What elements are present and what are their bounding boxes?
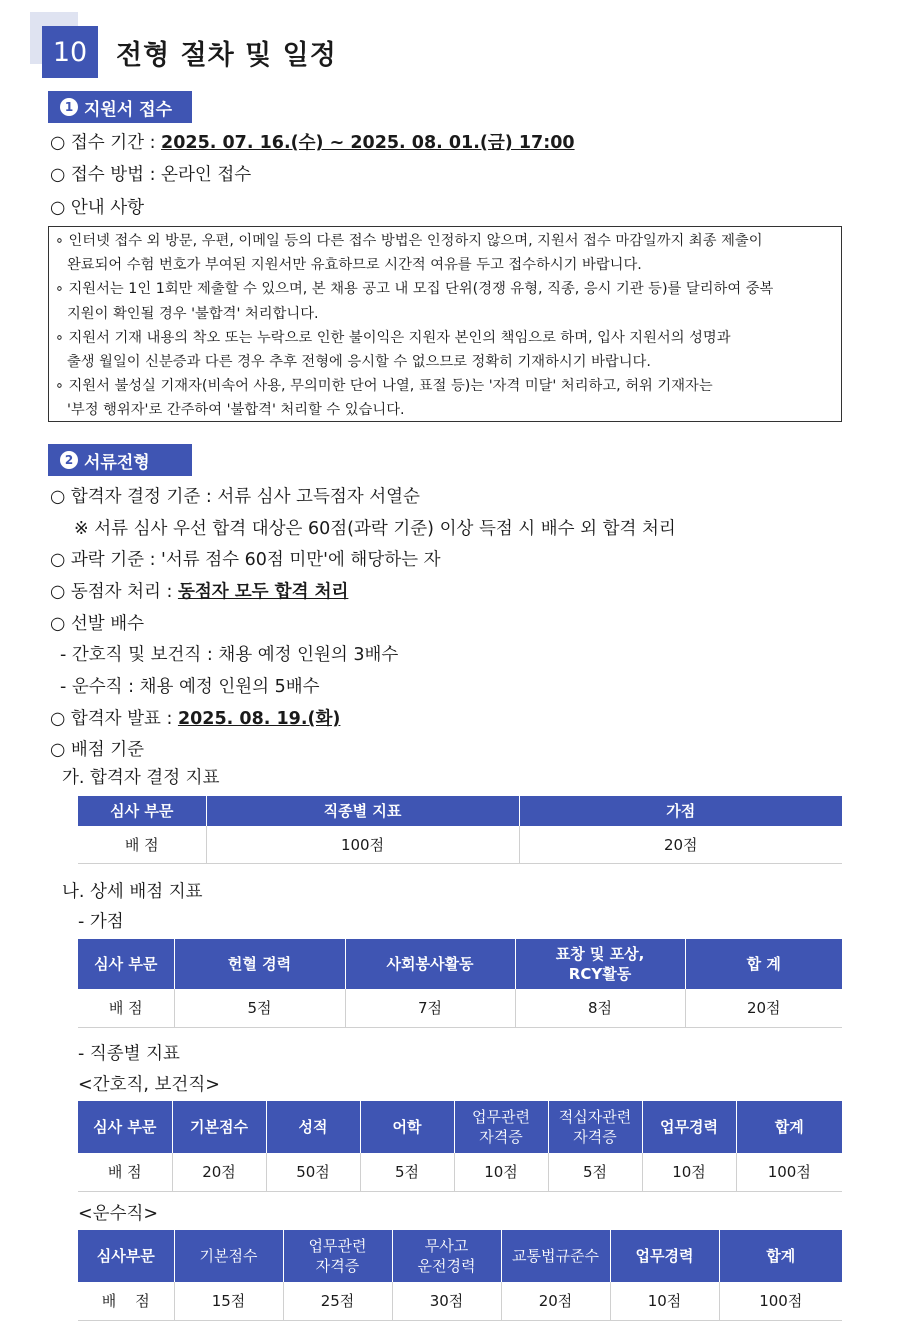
table-cell: 20점 xyxy=(501,1282,610,1320)
table-header: 업무경력 xyxy=(610,1230,719,1282)
notice-line: ∘ 지원서 불성실 기재자(비속어 사용, 무의미한 단어 나열, 표절 등)는 '자격 미달' 처리하고, 허위 기재자는 xyxy=(55,378,713,395)
subsection-title: 서류전형 xyxy=(84,452,150,473)
table-cell: 20점 xyxy=(519,826,842,863)
nurse-score-table xyxy=(78,1101,842,1192)
table-header: 교통법규준수 xyxy=(501,1230,610,1282)
bonus-table xyxy=(78,939,842,1028)
guide-heading: ○ 안내 사항 xyxy=(50,198,145,218)
table-cell: 배 점 xyxy=(78,1153,172,1191)
selection-ratio: ○ 선발 배수 xyxy=(50,614,145,634)
section-number: 10 xyxy=(42,26,98,78)
circled-number: 1 xyxy=(60,98,78,116)
table-header: 사회봉사활동 xyxy=(345,939,515,989)
table-cell: 25점 xyxy=(283,1282,392,1320)
table-cell: 100점 xyxy=(736,1153,842,1191)
table-cell: 5점 xyxy=(548,1153,642,1191)
table-header: 합계 xyxy=(736,1101,842,1153)
announce-label: ○ 합격자 발표 : xyxy=(50,709,178,729)
notice-line: '부정 행위자'로 간주하여 '불합격' 처리할 수 있습니다. xyxy=(67,402,405,419)
table-header: 어학 xyxy=(360,1101,454,1153)
criteria-note: ※ 서류 심사 우선 합격 대상은 60점(과락 기준) 이상 득점 시 배수 외 합격 처리 xyxy=(74,519,676,539)
table-cell: 15점 xyxy=(174,1282,283,1320)
table-header: 심사 부문 xyxy=(78,1101,172,1153)
subsection-title: 지원서 접수 xyxy=(84,99,173,120)
table-header: 심사 부문 xyxy=(78,796,206,826)
table-header: 헌혈 경력 xyxy=(174,939,345,989)
announce-value: 2025. 08. 19.(화) xyxy=(177,709,341,729)
table-cell: 5점 xyxy=(174,989,345,1027)
table-cell: 100점 xyxy=(206,826,519,863)
table-cell: 50점 xyxy=(266,1153,360,1191)
table-cell: 10점 xyxy=(642,1153,736,1191)
table-header: 업무관련 자격증 xyxy=(283,1230,392,1282)
subsection-badge-application xyxy=(48,91,192,123)
pass-criteria: ○ 합격자 결정 기준 : 서류 심사 고득점자 서열순 xyxy=(50,487,420,507)
application-method: ○ 접수 방법 : 온라인 접수 xyxy=(50,165,252,185)
driver-label: <운수직> xyxy=(78,1204,159,1224)
table-header: 적십자관련 자격증 xyxy=(548,1101,642,1153)
table-header: 심사부문 xyxy=(78,1230,174,1282)
table-cell: 20점 xyxy=(172,1153,266,1191)
table-header: 기본점수 xyxy=(174,1230,283,1282)
table-header: 무사고 운전경력 xyxy=(392,1230,501,1282)
application-period xyxy=(50,129,575,154)
table-cell: 10점 xyxy=(610,1282,719,1320)
table-header: 합계 xyxy=(719,1230,842,1282)
section-title: 전형 절차 및 일정 xyxy=(116,39,337,71)
notice-line: 출생 월일이 신분증과 다른 경우 추후 전형에 응시할 수 없으므로 정확히 기재하시기 바랍니다. xyxy=(67,354,651,371)
tie-handling xyxy=(50,578,348,603)
table-header: 가점 xyxy=(519,796,842,826)
decision-index-table xyxy=(78,796,842,864)
circled-number: 2 xyxy=(60,451,78,469)
subheading-b: 나. 상세 배점 지표 xyxy=(62,882,203,902)
table-cell: 배 점 xyxy=(78,989,174,1027)
cutoff-criteria: ○ 과락 기준 : '서류 점수 60점 미만'에 해당하는 자 xyxy=(50,550,441,570)
subheading-a: 가. 합격자 결정 지표 xyxy=(62,768,220,788)
table-header: 업무관련 자격증 xyxy=(454,1101,548,1153)
driver-score-table xyxy=(78,1230,842,1321)
table-header: 심사 부문 xyxy=(78,939,174,989)
tie-value: 동점자 모두 합격 처리 xyxy=(177,582,349,602)
notice-line: ∘ 인터넷 접수 외 방문, 우편, 이메일 등의 다른 접수 방법은 인정하지 않으며, 지원서 접수 마감일까지 최종 제출이 xyxy=(55,233,763,249)
subsection-badge-document xyxy=(48,444,192,476)
table-cell: 8점 xyxy=(515,989,685,1027)
tie-label: ○ 동점자 처리 : xyxy=(50,582,178,602)
period-value: 2025. 07. 16.(수) ~ 2025. 08. 01.(금) 17:00 xyxy=(161,133,575,153)
table-cell: 100점 xyxy=(719,1282,842,1320)
table-cell: 배 점 xyxy=(78,826,206,863)
nurse-label: <간호직, 보건직> xyxy=(78,1075,220,1095)
table-header: 기본점수 xyxy=(172,1101,266,1153)
period-label: ○ 접수 기간 : xyxy=(50,133,162,153)
bonus-label: - 가점 xyxy=(78,912,124,932)
table-cell: 7점 xyxy=(345,989,515,1027)
table-header: 업무경력 xyxy=(642,1101,736,1153)
table-header: 성적 xyxy=(266,1101,360,1153)
ratio-nurse: - 간호직 및 보건직 : 채용 예정 인원의 3배수 xyxy=(60,645,399,665)
notice-line: ∘ 지원서 기재 내용의 착오 또는 누락으로 인한 불이익은 지원자 본인의 책임으로 하며, 입사 지원서의 성명과 xyxy=(55,329,731,346)
table-cell: 배 점 xyxy=(78,1282,174,1320)
table-cell: 10점 xyxy=(454,1153,548,1191)
table-header: 합 계 xyxy=(685,939,842,989)
table-cell: 5점 xyxy=(360,1153,454,1191)
announcement xyxy=(50,705,340,730)
table-header: 직종별 지표 xyxy=(206,796,519,826)
notice-line: 지원이 확인될 경우 '불합격' 처리합니다. xyxy=(67,305,319,322)
notice-box xyxy=(48,226,842,422)
table-header: 표창 및 포상, RCY활동 xyxy=(515,939,685,989)
ratio-driver: - 운수직 : 채용 예정 인원의 5배수 xyxy=(60,677,320,697)
scoring-heading: ○ 배점 기준 xyxy=(50,740,145,760)
table-cell: 20점 xyxy=(685,989,842,1027)
table-cell: 30점 xyxy=(392,1282,501,1320)
notice-line: 완료되어 수험 번호가 부여된 지원서만 유효하므로 시간적 여유를 두고 접수하시기 바랍니다. xyxy=(67,257,642,274)
job-index-label: - 직종별 지표 xyxy=(78,1044,180,1064)
notice-line: ∘ 지원서는 1인 1회만 제출할 수 있으며, 본 채용 공고 내 모집 단위(경쟁 유형, 직종, 응시 기관 등)를 달리하여 중복 xyxy=(55,281,774,298)
section-header xyxy=(30,12,450,74)
